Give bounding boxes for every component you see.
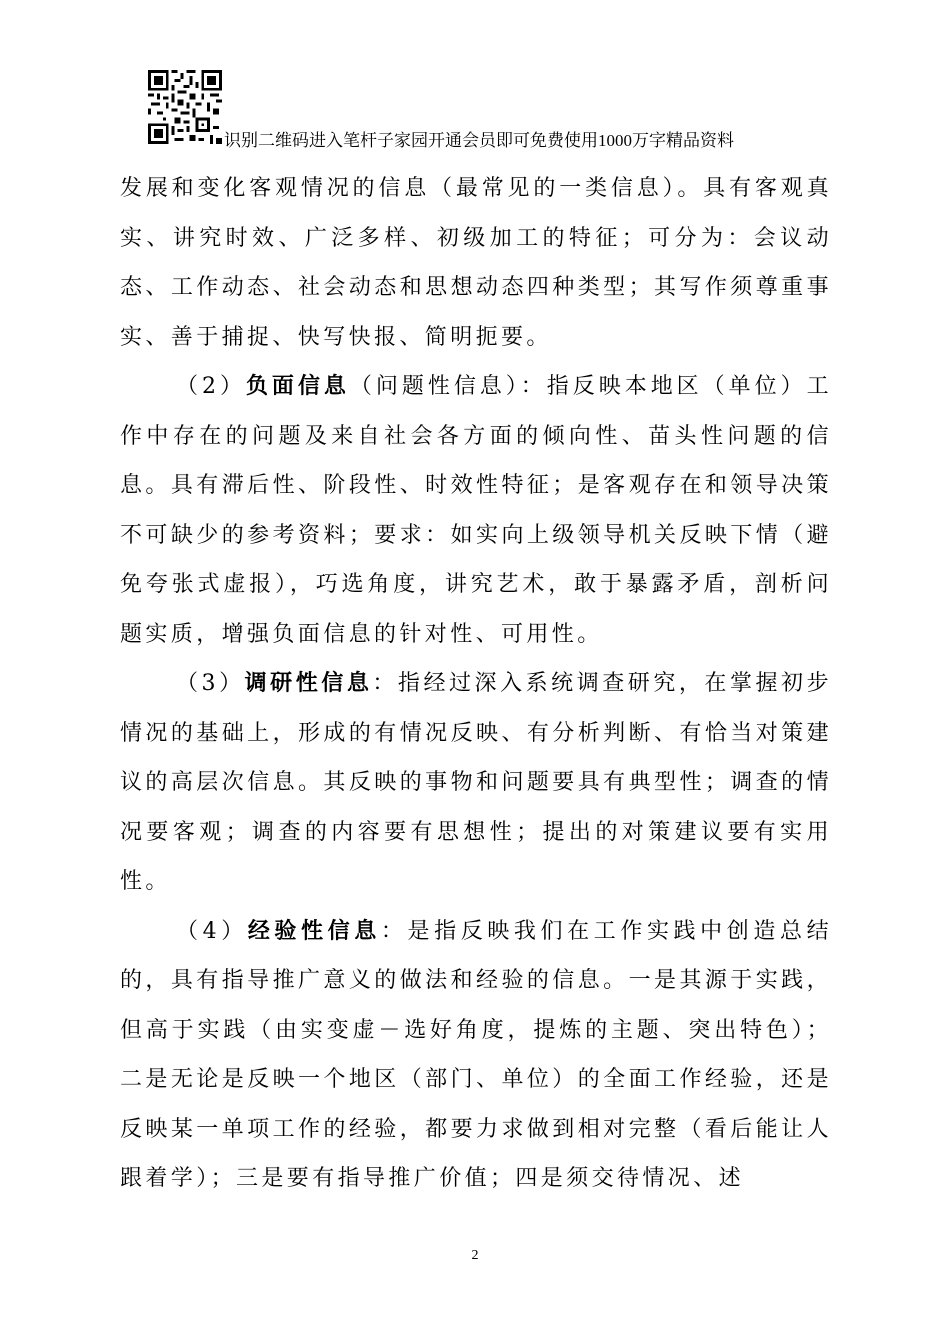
item-number: （2） [176,374,246,399]
page-header [148,70,868,150]
page-number: 2 [471,1248,479,1263]
paragraph-negative-info [120,362,832,659]
paragraph-text: ：是指反映我们在工作实践中创造总结的，具有指导推广意义的做法和经验的信息。一是其源于实践，但高于实践（由实变虚－选好角度，提炼的主题、突出特色）；二是无论是反映一个地区（部门、单位）的全面工作经验，还是反映某一单项工作的经验，都要力求做到相对完整（看后能让人跟着学）；三是要有指导推广价值；四是须交待情况、述 [120,918,832,1191]
qr-code-graphic [148,70,222,144]
paragraph-text: ：指经过深入系统调查研究，在掌握初步情况的基础上，形成的有情况反映、有分析判断、有恰当对策建议的高层次信息。其反映的事物和问题要具有典型性；调查的情况要客观；调查的内容要有思想性；提出的对策建议要有实用性。 [120,671,832,894]
item-heading: 经验性信息 [247,917,381,944]
item-heading: 调研性信息 [244,670,373,696]
document-body [120,164,832,1204]
paragraph-experience-info [120,907,832,1204]
qr-code-icon[interactable] [148,70,222,144]
item-number: （3） [176,671,245,696]
item-heading: 负面信息 [245,373,350,399]
item-number: （4） [176,918,248,944]
paragraph-research-info [120,659,832,907]
paragraph-text: （问题性信息）：指反映本地区（单位）工作中存在的问题及来自社会各方面的倾向性、苗头性问题的信息。具有滞后性、阶段性、时效性特征；是客观存在和领导决策不可缺少的参考资料；要求：如实向上级领导机关反映下情（避免夸张式虚报），巧选角度，讲究艺术，敢于暴露矛盾，剖析问题实质，增强负面信息的针对性、可用性。 [120,374,832,647]
paragraph-intro [120,164,832,362]
header-promo-text: 识别二维码进入笔杆子家园开通会员即可免费使用1000万字精品资料 [224,131,734,150]
paragraph-text: 发展和变化客观情况的信息（最常见的一类信息）。具有客观真实、讲究时效、广泛多样、初级加工的特征；可分为：会议动态、工作动态、社会动态和思想动态四种类型；其写作须尊重事实、善于捕捉、快写快报、简明扼要。 [120,176,832,350]
